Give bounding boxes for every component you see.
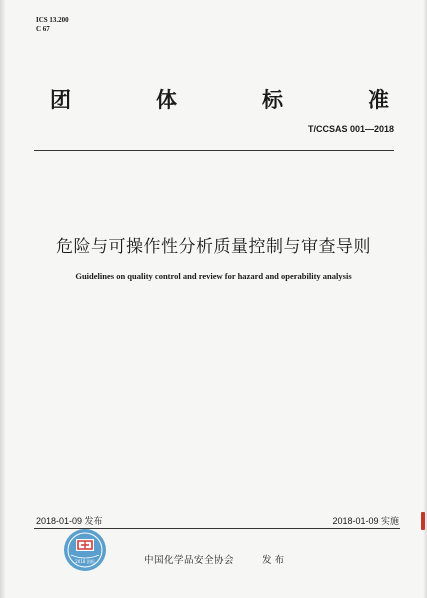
document-type-heading: [50, 84, 390, 114]
classification-codes: [36, 16, 69, 34]
doc-type-char: 标: [262, 88, 284, 112]
doc-type-char: 准: [368, 88, 390, 112]
english-title: Guidelines on quality control and review for hazard and operability analysis: [75, 271, 352, 281]
ics-code: ICS 13.200: [36, 16, 69, 24]
association-seal-icon: [62, 527, 108, 573]
publish-label: 发布: [262, 555, 288, 566]
chinese-title: 危险与可操作性分析质量控制与审查导则: [56, 237, 371, 257]
edge-marker: [421, 512, 425, 530]
doc-type-char: 体: [156, 88, 178, 112]
ccs-code: C 67: [36, 25, 50, 33]
issue-date: 2018-01-09 发布: [36, 516, 103, 526]
standard-number: T/CCSAS 001—2018: [307, 124, 394, 134]
implement-date: 2018-01-09 实施: [332, 516, 399, 526]
publisher-name: 中国化学品安全协会: [144, 555, 235, 566]
doc-type-char: 团: [50, 88, 72, 112]
header-divider: [34, 150, 394, 151]
page-left-shadow: [0, 0, 6, 598]
seal-text: 2018 团标: [75, 559, 95, 564]
page-right-shadow: [423, 0, 427, 598]
